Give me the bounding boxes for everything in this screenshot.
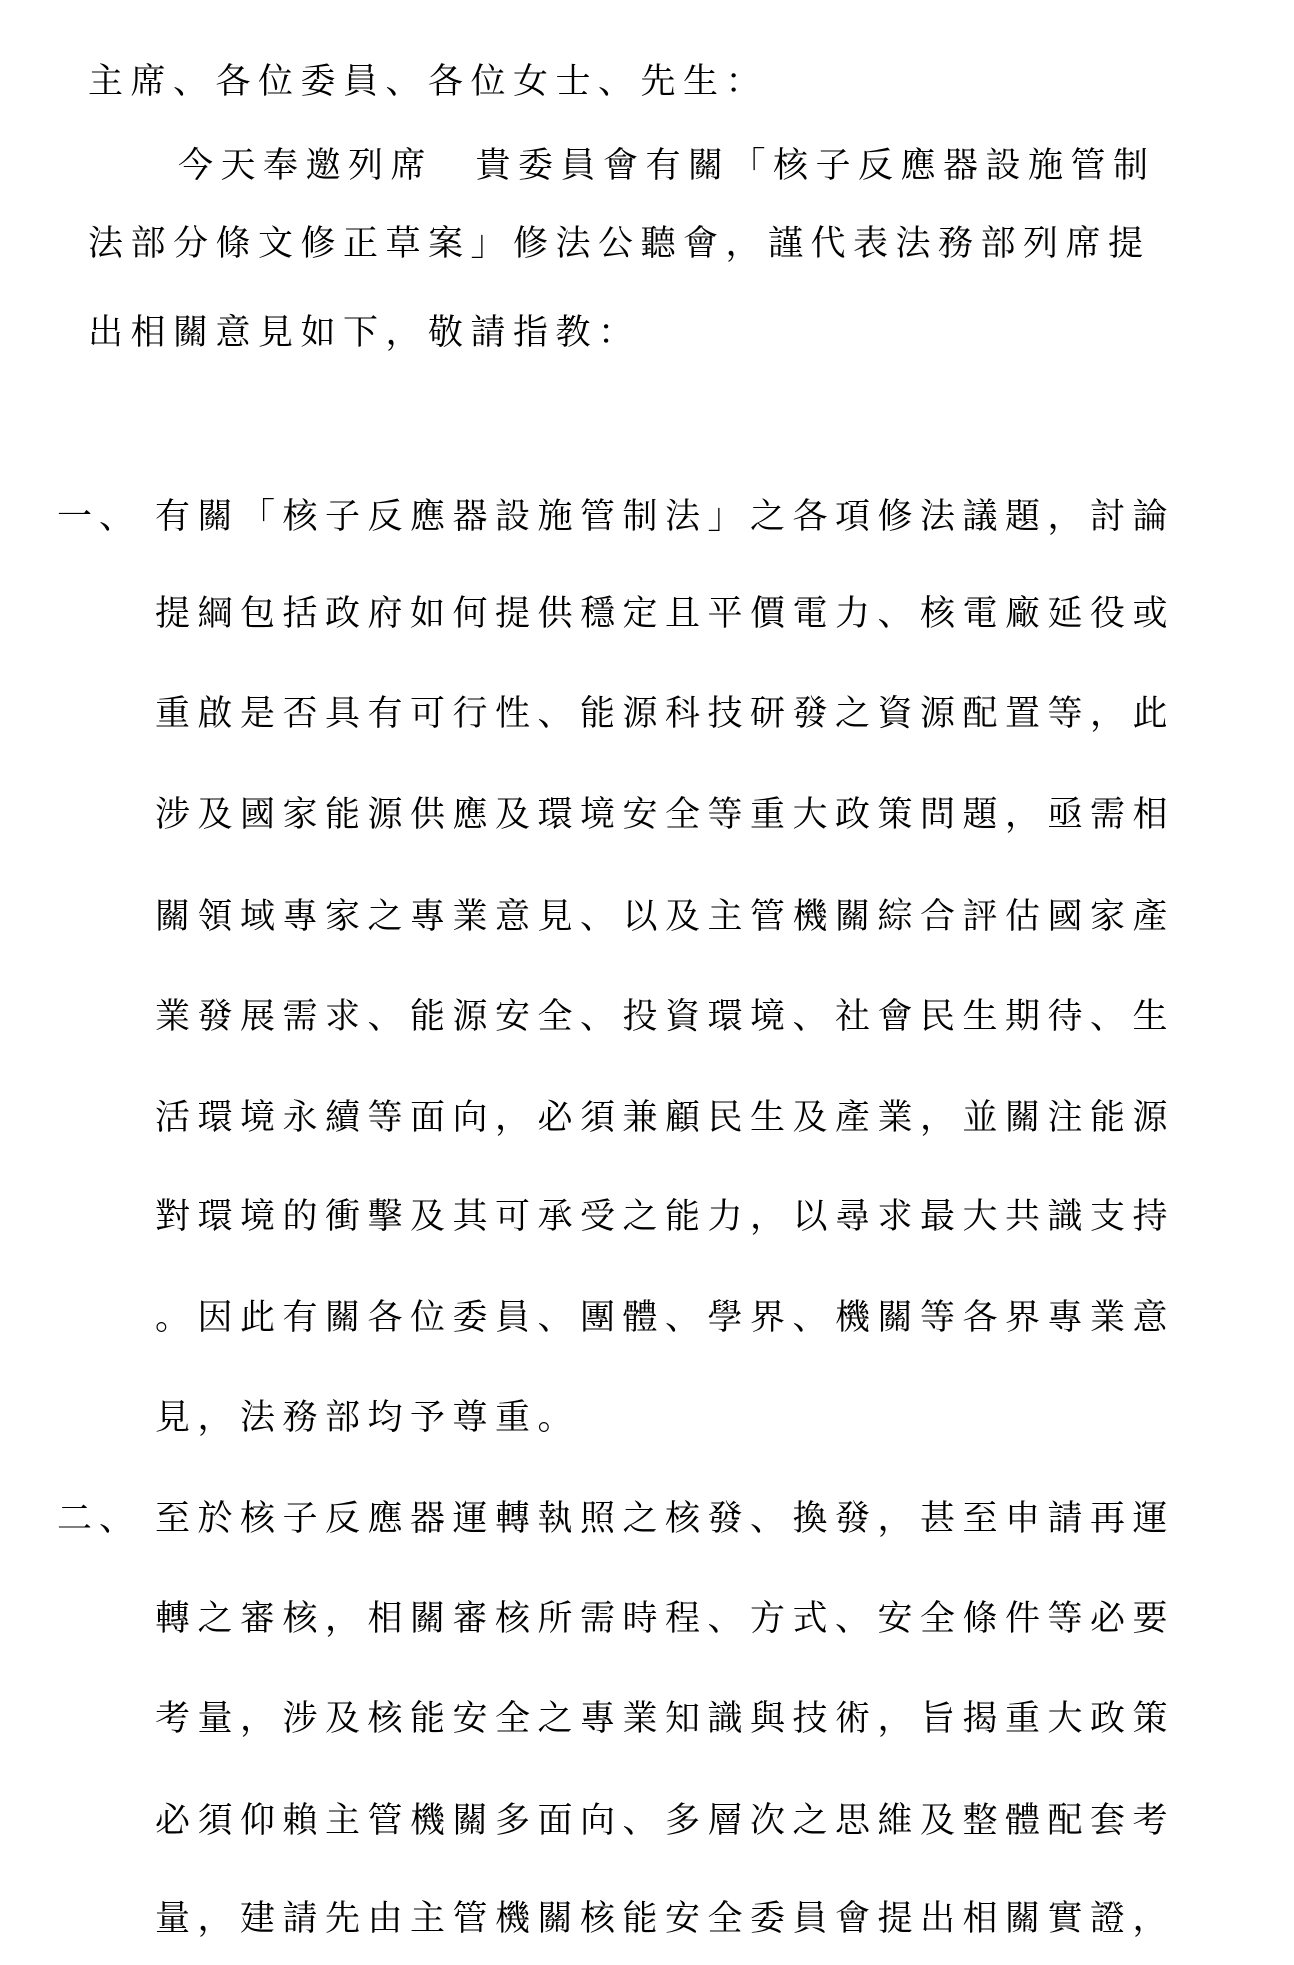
- intro-line: 出相關意見如下，敬請指教：: [88, 313, 641, 353]
- section-line: 見，法務部均予尊重。: [155, 1398, 581, 1438]
- intro-line: 今天奉邀列席 貴委員會有關「核子反應器設施管制: [178, 146, 1156, 186]
- section-line: 業發展需求、能源安全、投資環境、社會民生期待、生: [155, 997, 1176, 1037]
- intro-line: 法部分條文修正草案」修法公聽會，謹代表法務部列席提: [88, 224, 1151, 264]
- section-line: 。因此有關各位委員、團體、學界、機關等各界專業意: [155, 1298, 1176, 1338]
- section-line: 提綱包括政府如何提供穩定且平價電力、核電廠延役或: [155, 594, 1176, 634]
- section-line: 至於核子反應器運轉執照之核發、換發，甚至申請再運: [155, 1499, 1176, 1539]
- greeting-line: 主席、各位委員、各位女士、先生：: [88, 62, 769, 102]
- section-line: 對環境的衝擊及其可承受之能力，以尋求最大共識支持: [155, 1197, 1176, 1237]
- section-line: 必須仰賴主管機關多面向、多層次之思維及整體配套考: [155, 1801, 1176, 1841]
- section-line: 轉之審核，相關審核所需時程、方式、安全條件等必要: [155, 1599, 1176, 1639]
- section-line: 考量，涉及核能安全之專業知識與技術，旨揭重大政策: [155, 1699, 1176, 1739]
- section-line: 量，建請先由主管機關核能安全委員會提出相關實證，: [155, 1899, 1176, 1939]
- section-line: 有關「核子反應器設施管制法」之各項修法議題，討論: [155, 497, 1176, 537]
- section-line: 重啟是否具有可行性、能源科技研發之資源配置等，此: [155, 694, 1176, 734]
- section-line: 活環境永續等面向，必須兼顧民生及產業，並關注能源: [155, 1098, 1176, 1138]
- section-line: 涉及國家能源供應及環境安全等重大政策問題，亟需相: [155, 795, 1176, 835]
- section-marker: 一、: [57, 497, 142, 537]
- section-line: 關領域專家之專業意見、以及主管機關綜合評估國家產: [155, 897, 1176, 937]
- section-marker: 二、: [57, 1499, 142, 1539]
